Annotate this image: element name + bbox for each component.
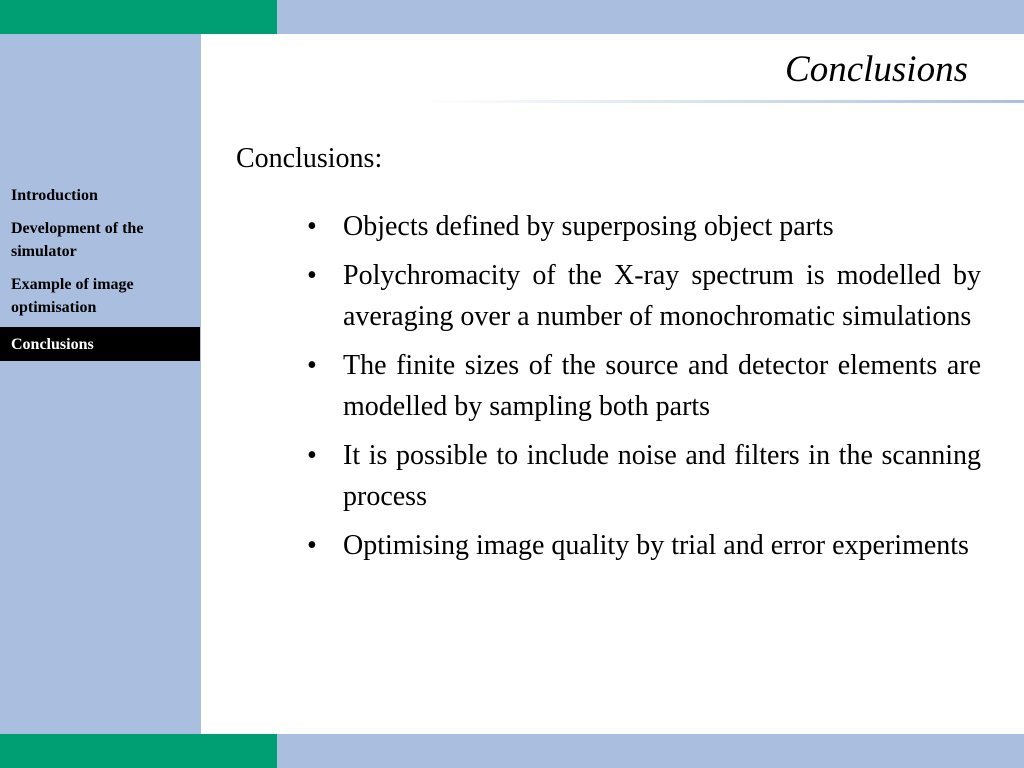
top-green-bar — [0, 0, 277, 34]
sidebar-item-development-of-the-simulator[interactable]: Development of the simulator — [11, 220, 144, 260]
sidebar-nav — [0, 182, 200, 365]
bullet-icon: • — [307, 211, 317, 242]
bullet-icon: • — [307, 530, 317, 561]
bullet-text: Optimising image quality by trial and error experiments — [343, 530, 969, 561]
bottom-green-bar — [0, 734, 277, 768]
list-item — [300, 255, 981, 337]
sidebar — [0, 34, 201, 734]
bullet-text: The finite sizes of the source and detector elements are modelled by sampling both parts — [343, 350, 981, 422]
list-item — [300, 206, 981, 247]
section-heading: Conclusions: — [236, 143, 383, 174]
list-item — [300, 435, 981, 517]
bullet-icon: • — [307, 260, 317, 291]
bullet-text: Objects defined by superposing object parts — [343, 211, 834, 242]
list-item — [300, 525, 981, 566]
slide-title: Conclusions — [785, 49, 968, 90]
bullet-icon: • — [307, 350, 317, 381]
list-item — [300, 345, 981, 427]
sidebar-item-introduction[interactable]: Introduction — [11, 187, 98, 204]
bullet-text: It is possible to include noise and filters in the scanning process — [343, 440, 981, 512]
bottom-blue-bar — [277, 734, 1024, 768]
title-divider — [420, 100, 1024, 103]
bullet-text: Polychromacity of the X-ray spectrum is modelled by averaging over a number of monochromatic simulations — [343, 260, 981, 332]
bullet-icon: • — [307, 440, 317, 471]
top-blue-bar — [277, 0, 1024, 34]
sidebar-item-conclusions[interactable]: Conclusions — [0, 327, 200, 361]
sidebar-item-example-of-image-optimisation[interactable]: Example of image optimisation — [11, 276, 134, 316]
bullet-list — [300, 206, 981, 574]
